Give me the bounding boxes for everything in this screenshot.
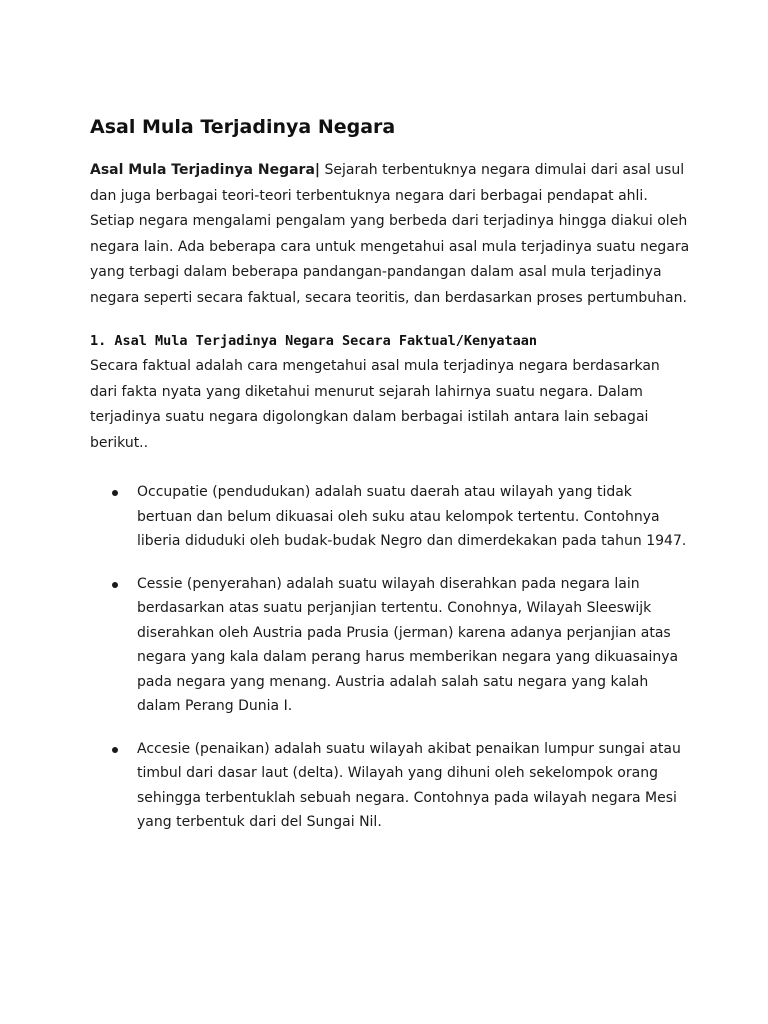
bullet-text: Occupatie (pendudukan) adalah suatu daerah atau wilayah yang tidak bertuan dan belum dikuasai oleh suku atau kelompok tertentu. Contohnya liberia diduduki oleh budak-budak Negro dan dimerdekakan pada tahun 1947. <box>137 484 687 549</box>
document-title: Asal Mula Terjadinya Negara <box>90 116 396 138</box>
bullet-item-cessie <box>90 572 690 719</box>
bullet-dot-icon <box>112 582 118 588</box>
intro-text: Sejarah terbentuknya negara dimulai dari asal usul dan juga berbagai teori-teori terbentuknya negara dari berbagai pendapat ahli. Setiap negara mengalami pengalam yang berbeda dari terjadinya hingga diakui oleh negara lain. Ada beberapa cara untuk mengetahui asal mula terjadinya suatu negara yang terbagi dalam beberapa pandangan-pandangan dalam asal mula terjadinya negara seperti secara faktual, secara teoritis, dan berdasarkan proses pertumbuhan. <box>90 162 690 306</box>
bullet-dot-icon <box>112 747 118 753</box>
section-1-paragraph: Secara faktual adalah cara mengetahui asal mula terjadinya negara berdasarkan dari fakta nyata yang diketahui menurut sejarah lahirnya suatu negara. Dalam terjadinya suatu negara digolongkan dalam berbagai istilah antara lain sebagai berikut.. <box>90 358 660 451</box>
bullet-dot-icon <box>112 490 118 496</box>
bullet-text: Accesie (penaikan) adalah suatu wilayah akibat penaikan lumpur sungai atau timbul dari dasar laut (delta). Wilayah yang dihuni oleh sekelompok orang sehingga terbentuklah sebuah negara. Contohnya pada wilayah negara Mesi yang terbentuk dari del Sungai Nil. <box>137 740 681 830</box>
section-1-bullet-list <box>90 480 690 835</box>
intro-lead: Asal Mula Terjadinya Negara| <box>90 162 321 178</box>
document-body <box>90 112 690 853</box>
bullet-text: Cessie (penyerahan) adalah suatu wilayah diserahkan pada negara lain berdasarkan atas suatu perjanjian tertentu. Conohnya, Wilayah Sleeswijk diserahkan oleh Austria pada Prusia (jerman) karena adanya perjanjian atas negara yang kala dalam perang harus memberikan negara yang dikuasainya pada negara yang menang. Austria adalah salah satu negara yang kalah dalam Perang Dunia I. <box>137 575 679 714</box>
section-1-heading: 1. Asal Mula Terjadinya Negara Secara Faktual/Kenyataan <box>90 333 538 349</box>
bullet-item-accesie <box>90 737 690 835</box>
intro-paragraph <box>90 158 690 311</box>
bullet-item-occupatie <box>90 480 690 554</box>
